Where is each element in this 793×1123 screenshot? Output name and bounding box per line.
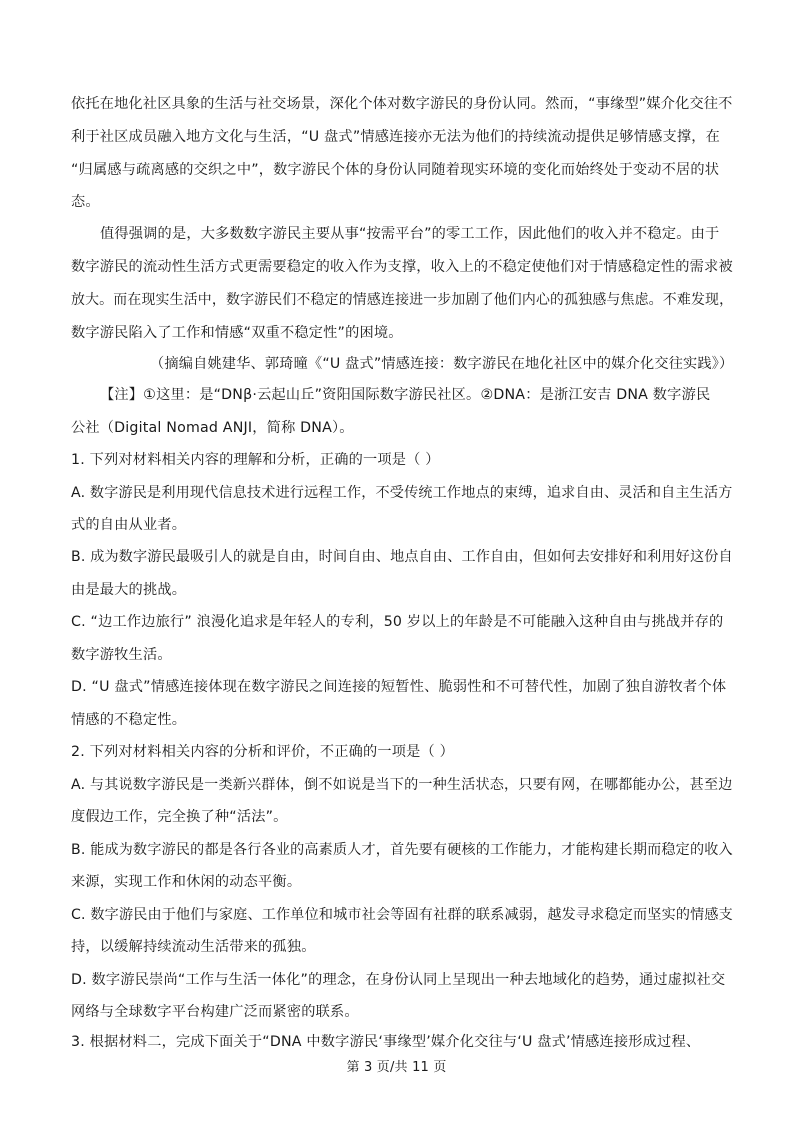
- paragraph2-line: 数字游民的流动性生活方式更需要稳定的收入作为支撑，收入上的不稳定使他们对于情感稳定性的需求被: [71, 259, 733, 275]
- question2-option-b-cont: 来源，实现工作和休闲的动态平衡。: [71, 874, 302, 890]
- paragraph1-line: “归属感与疏离感的交织之中”，数字游民个体的身份认同随着现实环境的变化而始终处于变动不居的状: [71, 162, 720, 178]
- question2-option-c: C. 数字游民由于他们与家庭、工作单位和城市社会等固有社群的联系减弱，越发寻求稳定而坚实的情感支: [71, 907, 733, 923]
- page-footer: 第 3 页/共 11 页: [346, 1060, 447, 1075]
- question1-option-a: A. 数字游民是利用现代信息技术进行远程工作，不受传统工作地点的束缚，追求自由、灵活和自主生活方: [71, 485, 733, 501]
- paragraph2-line: 值得强调的是，大多数数字游民主要从事“按需平台”的零工工作，因此他们的收入并不稳定。由于: [100, 226, 720, 242]
- paragraph2-line: 数字游民陷入了工作和情感“双重不稳定性”的困境。: [71, 325, 403, 341]
- question2-option-d: D. 数字游民崇尚“工作与生活一体化”的理念，在身份认同上呈现出一种去地域化的趋势，通过虚拟社交: [71, 972, 726, 988]
- question1-option-a-cont: 式的自由从业者。: [71, 517, 187, 533]
- paragraph2-line: 放大。而在现实生活中，数字游民们不稳定的情感连接进一步加剧了他们内心的孤独感与焦虑。不难发现，: [71, 292, 734, 308]
- paragraph1-line: 依托在地化社区具象的生活与社交场景，深化个体对数字游民的身份认同。然而，“事缘型”媒介化交往不: [71, 96, 733, 112]
- question2-option-a: A. 与其说数字游民是一类新兴群体，倒不如说是当下的一种生活状态，只要有网，在哪都能办公，甚至边: [71, 777, 733, 793]
- question1-option-d-cont: 情感的不稳定性。: [71, 712, 187, 728]
- note-line: 【注】①这里：是“DNβ·云起山丘”资阳国际数字游民社区。②DNA：是浙江安吉 DNA 数字游民: [100, 387, 711, 403]
- question1-option-c: C. “边工作边旅行” 浪漫化追求是年轻人的专利，50 岁以上的年龄是不可能融入这种自由与挑战并存的: [71, 614, 724, 630]
- note-line: 公社（Digital Nomad ANJI，简称 DNA）。: [71, 420, 354, 436]
- paragraph1-line: 利于社区成员融入地方文化与生活，“U 盘式”情感连接亦无法为他们的持续流动提供足够情感支撑，在: [71, 129, 721, 145]
- question1-option-b-cont: 由是最大的挑战。: [71, 582, 187, 598]
- question2-option-c-cont: 持，以缓解持续流动生活带来的孤独。: [71, 939, 316, 955]
- question1-option-d: D. “U 盘式”情感连接体现在数字游民之间连接的短暂性、脆弱性和不可替代性，加剧了独自游牧者个体: [71, 679, 727, 695]
- question3-stem: 3. 根据材料二，完成下面关于“DNA 中数字游民‘事缘型’媒介化交往与‘U 盘式’情感连接形成过程、: [71, 1034, 701, 1050]
- question2-option-b: B. 能成为数字游民的都是各行各业的高素质人才，首先要有硬核的工作能力，才能构建长期而稳定的收入: [71, 842, 733, 858]
- question1-stem: 1. 下列对材料相关内容的理解和分析，正确的一项是（ ）: [71, 452, 440, 468]
- question2-stem: 2. 下列对材料相关内容的分析和评价，不正确的一项是（ ）: [71, 744, 455, 760]
- paragraph1-line: 态。: [71, 194, 100, 210]
- question1-option-b: B. 成为数字游民最吸引人的就是自由，时间自由、地点自由、工作自由，但如何去安排好和利用好这份自: [71, 549, 733, 565]
- question1-option-c-cont: 数字游牧生活。: [71, 647, 172, 663]
- question2-option-a-cont: 度假边工作，完全换了种“活法”。: [71, 809, 288, 825]
- citation: （摘编自姚建华、郭琦曈《“U 盘式”情感连接：数字游民在地化社区中的媒介化交往实践》）: [150, 356, 734, 372]
- question2-option-d-cont: 网络与全球数字平台构建广泛而紧密的联系。: [71, 1004, 359, 1020]
